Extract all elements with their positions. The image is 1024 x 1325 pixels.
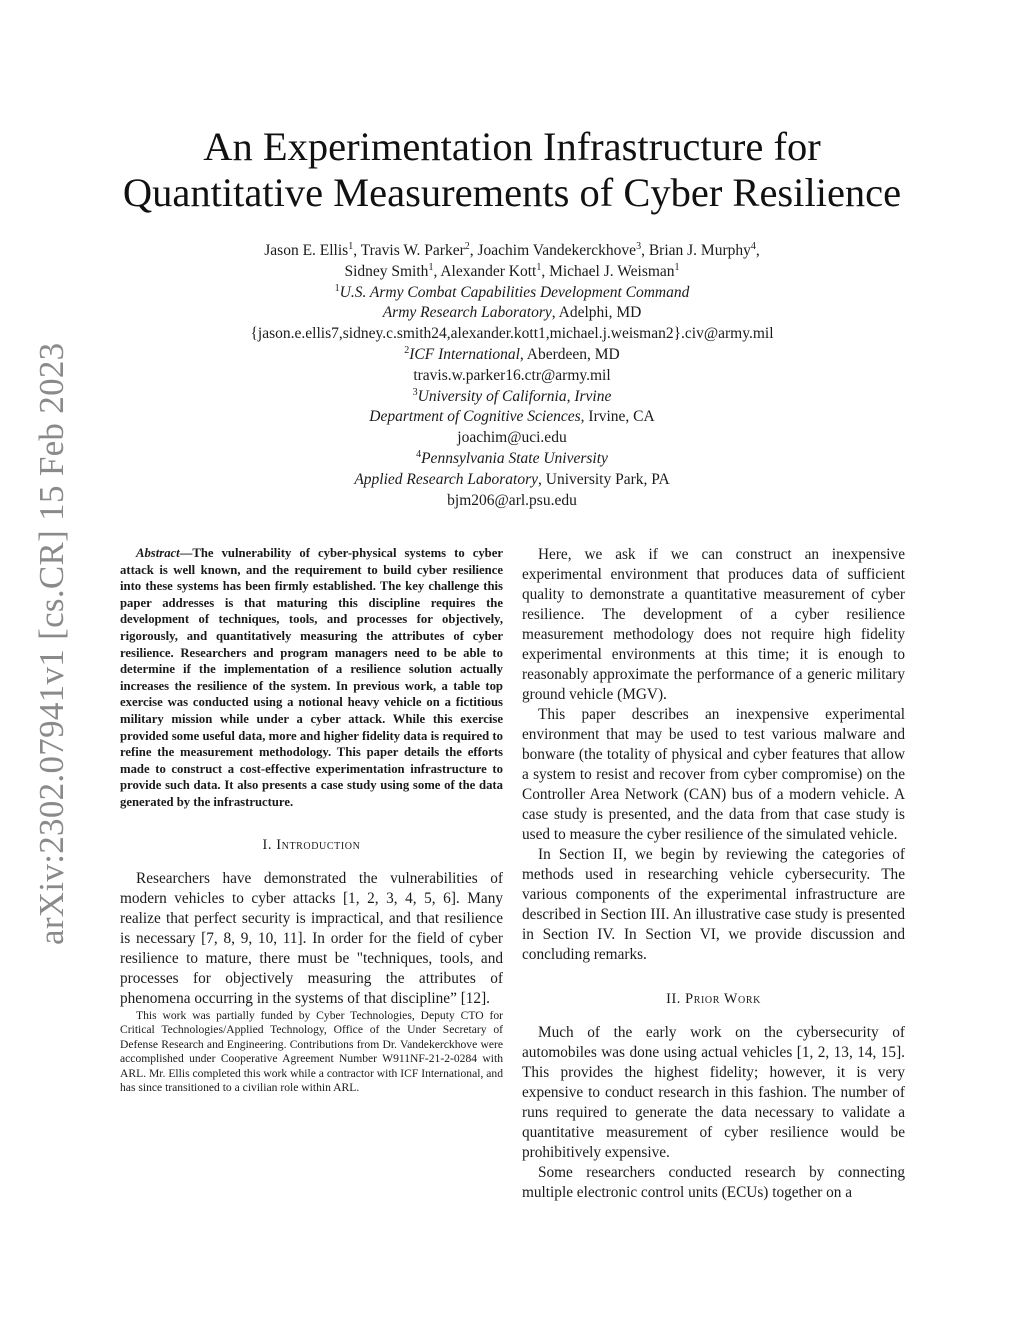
- section-heading-prior-work: II. Prior Work: [666, 991, 761, 1007]
- author-block: [0, 241, 1024, 511]
- affiliation-2-org: $^2$ICF International, Aberdeen, MD: [404, 344, 620, 363]
- affiliation-3-lab: Department of Cognitive Sciences, Irvine, CA: [369, 408, 655, 426]
- title-line-2: Quantitative Measurements of Cyber Resilience: [122, 170, 902, 215]
- funding-footnote: This work was partially funded by Cyber Technologies, Deputy CTO for Critical Technologies/Applied Technology, Office of the Under Secretary of Defense Research and Engineering. Contributions from Dr. Vandekerckhove were accomplished under Cooperative Agreement Number W911NF-21-2-0284 with ARL. Mr. Ellis completed this work while a contractor with ICF International, and has since transitioned to a civilian role within ARL.: [120, 1008, 503, 1095]
- author-name: Alexander Kott: [440, 262, 537, 280]
- affiliation-1-email: {jason.e.ellis7,sidney.c.smith24,alexander.kott1,michael.j.weisman2}.civ@army.mil: [250, 325, 774, 343]
- author-name: Joachim Vandekerckhove: [477, 242, 637, 259]
- affiliation-1-lab: Army Research Laboratory, Adelphi, MD: [382, 304, 642, 322]
- author-name: Michael J. Weisman: [549, 262, 675, 280]
- affiliation-4-lab: Applied Research Laboratory, University Park, PA: [354, 470, 670, 488]
- affiliation-3-email: joachim@uci.edu: [457, 429, 567, 447]
- abstract-text: —The vulnerability of cyber-physical systems to cyber attack is well known, and the requirement to build cyber resilience into these systems has been firmly established. The key challenge this paper addresses is that maturing this discipline requires the development of techniques, tools, and processes for objectively, rigorously, and quantitatively measuring the attributes of cyber resilience. Researchers and program managers need to be able to determine if the implementation of a resilience solution actually increases the resilience of the system. In previous work, a table top exercise was conducted using a notional heavy vehicle on a fictitious military mission while under a cyber attack. While this exercise provided some useful data, more and higher fidelity data is required to refine the measurement methodology. This paper details the efforts made to construct a cost-effective experimentation infrastructure to provide such data. It also presents a case study using some of the data generated by the infrastructure.: [120, 546, 503, 809]
- author-name: Jason E. Ellis: [264, 242, 349, 259]
- section-heading-introduction: I. Introduction: [262, 836, 361, 853]
- paragraph: Here, we ask if we can construct an inexpensive experimental environment that produces data of sufficient quality to demonstrate a quantitative measurement of cyber resilience. The development of a cyber resilience measurement methodology does not require high fidelity experimental environments at this time; it is enough to reasonably approximate the performance of a generic military ground vehicle (MGV).: [522, 546, 905, 703]
- author-line-2: Sidney Smith$^1$, Alexander Kott$^1$, Michael J. Weisman$^1$: [344, 261, 680, 280]
- affiliation-2-email: travis.w.parker16.ctr@army.mil: [413, 366, 611, 384]
- abstract-label: Abstract: [136, 546, 180, 560]
- author-line-1: Jason E. Ellis$^1$, Travis W. Parker$^2$, Joachim Vandekerckhove$^3$, Brian J. Murphy$^4$,: [264, 241, 760, 259]
- paragraph: This paper describes an inexpensive experimental environment that may be used to test various malware and bonware (the totality of physical and cyber features that allow a system to resist and recover from cyber compromise) on the Controller Area Network (CAN) bus of a modern vehicle. A case study is presented, and the data from that case study is used to measure the cyber resilience of the simulated vehicle.: [522, 706, 905, 843]
- author-name: Brian J. Murphy: [648, 242, 751, 259]
- title-line-1: An Experimentation Infrastructure for: [203, 124, 821, 169]
- paragraph: In Section II, we begin by reviewing the categories of methods used in researching vehicle cybersecurity. The various components of the experimental infrastructure are described in Section III. An illustrative case study is presented in Section IV. In Section VI, we provide discussion and concluding remarks.: [522, 846, 905, 963]
- author-name: Travis W. Parker: [360, 242, 465, 259]
- paper-title: [0, 124, 1024, 216]
- arxiv-identifier: arXiv:2302.07941v1 [cs.CR] 15 Feb 2023: [32, 342, 71, 945]
- paragraph: Researchers have demonstrated the vulnerabilities of modern vehicles to cyber attacks [1, 2, 3, 4, 5, 6]. Many realize that perfect security is impractical, and that resilience is necessary [7, 8, 9, 10, 11]. In order for the field of cyber resilience to mature, there must be "techniques, tools, and processes for objectively measuring the attributes of phenomena occurring in the systems of that discipline” [12].: [120, 869, 503, 1007]
- affiliation-4-email: bjm206@arl.psu.edu: [447, 491, 577, 509]
- abstract: [120, 545, 503, 811]
- affiliation-3-org: $^3$University of California, Irvine: [412, 386, 612, 405]
- paragraph: Much of the early work on the cybersecurity of automobiles was done using actual vehicles [1, 2, 13, 14, 15]. This provides the highest fidelity; however, it is very expensive to conduct research in this fashion. The number of runs required to generate the data necessary to validate a quantitative measurement of cyber resilience would be prohibitively expensive.: [522, 1024, 905, 1161]
- left-column: [120, 545, 503, 1096]
- right-column: [522, 545, 905, 1203]
- affiliation-4-org: $^4$Pennsylvania State University: [416, 448, 608, 467]
- affiliation-1-org: $^1$U.S. Army Combat Capabilities Development Command: [334, 282, 690, 301]
- paragraph: Some researchers conducted research by connecting multiple electronic control units (ECUs) together on a: [522, 1164, 905, 1201]
- author-name: Sidney Smith: [344, 262, 429, 280]
